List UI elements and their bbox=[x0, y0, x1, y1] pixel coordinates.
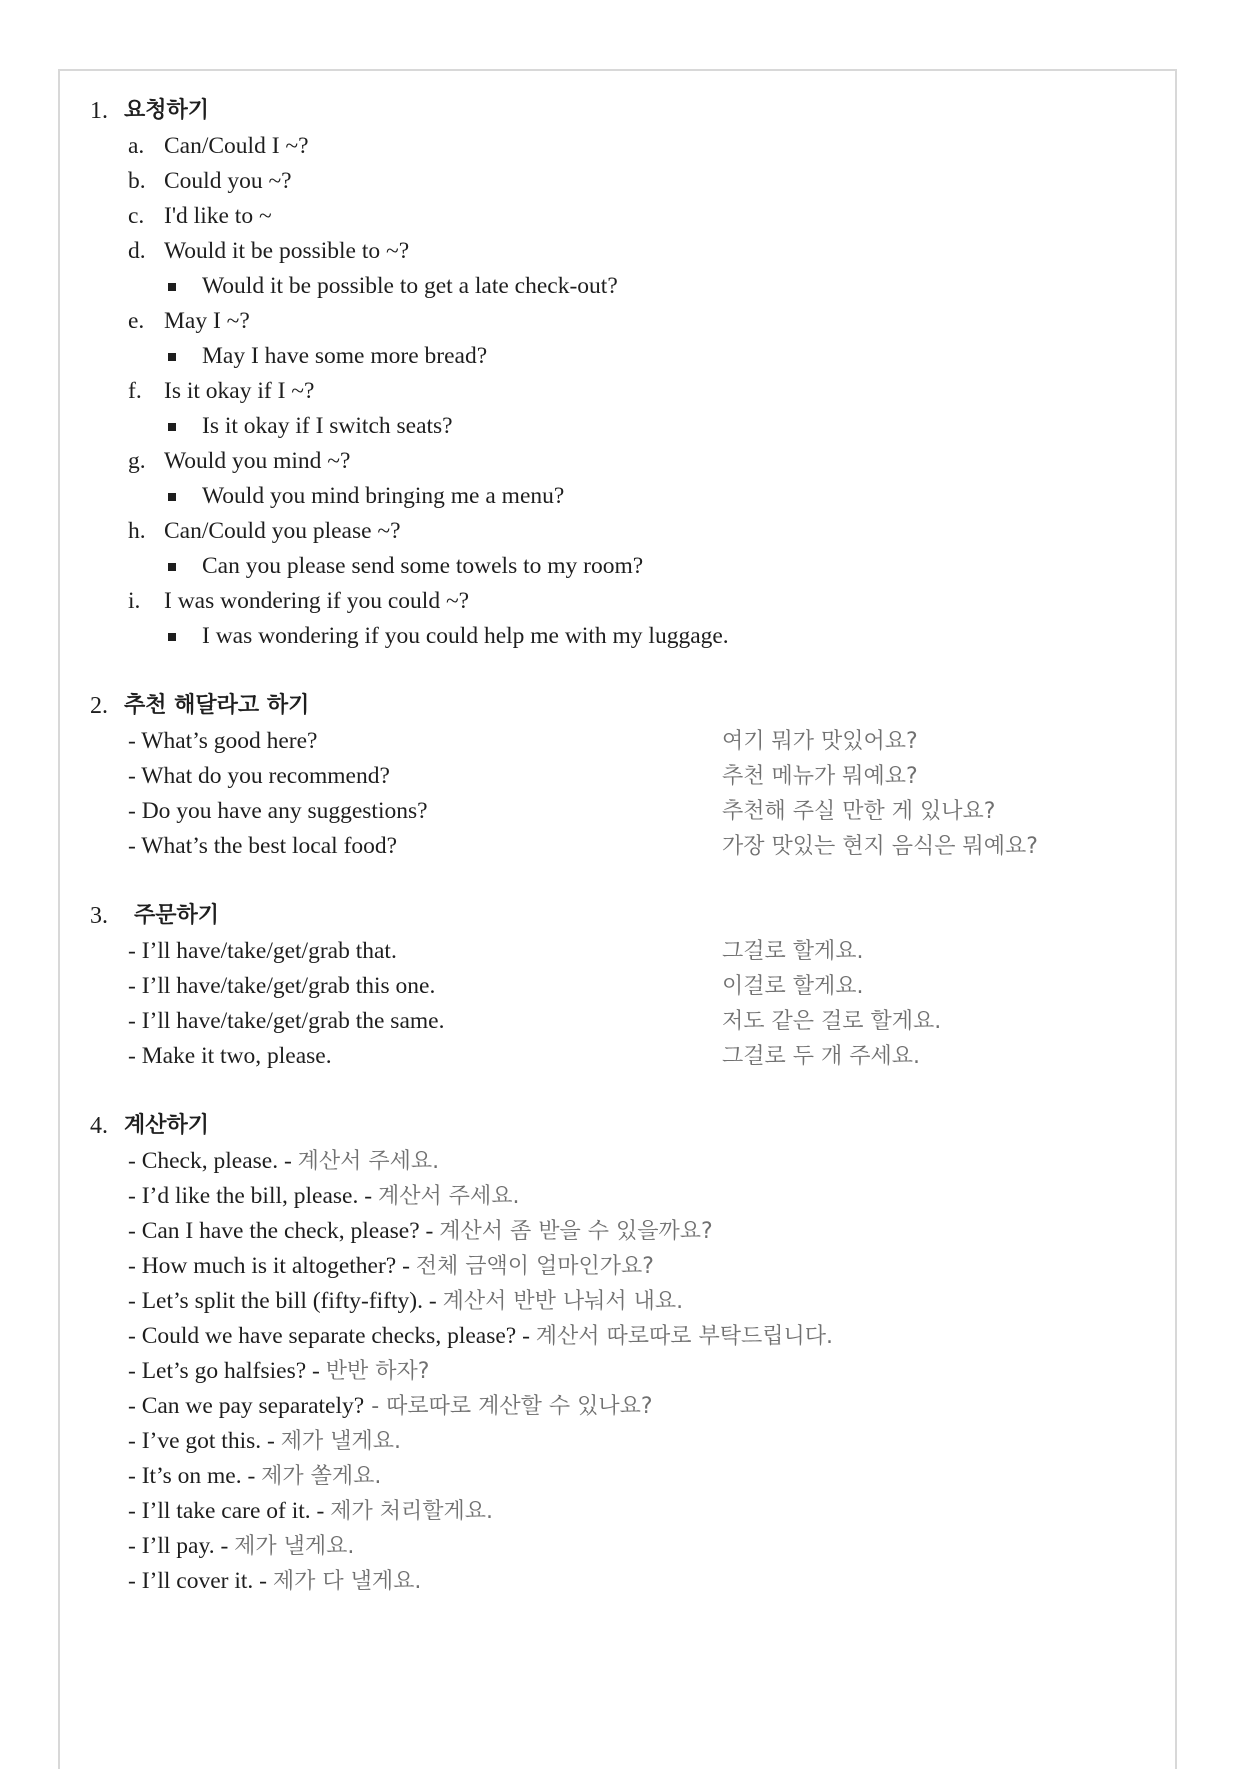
example-text: Is it okay if I switch seats? bbox=[202, 413, 453, 439]
list-item bbox=[90, 129, 1150, 164]
list-item bbox=[90, 199, 1150, 234]
square-bullet-icon bbox=[168, 283, 176, 291]
item-text: Can/Could you please ~? bbox=[164, 518, 401, 544]
phrase-row bbox=[90, 1529, 1150, 1564]
korean-translation: 저도 같은 걸로 할게요. bbox=[722, 1009, 942, 1034]
square-bullet-icon bbox=[168, 493, 176, 501]
example-item bbox=[90, 479, 1150, 514]
english-phrase: - What’s good here? bbox=[128, 728, 318, 754]
english-phrase: - I’ll have/take/get/grab the same. bbox=[128, 1008, 445, 1034]
item-text: Would it be possible to ~? bbox=[164, 238, 410, 264]
korean-translation: 반반 하자? bbox=[325, 1359, 430, 1384]
phrase-line bbox=[128, 1424, 401, 1459]
english-phrase: - Can I have the check, please? - bbox=[128, 1218, 440, 1244]
section-spacer bbox=[90, 1074, 1150, 1108]
item-letter: h. bbox=[128, 518, 146, 544]
phrase-line bbox=[128, 1144, 439, 1179]
example-text: Would it be possible to get a late check-out? bbox=[202, 273, 618, 299]
list-item bbox=[90, 584, 1150, 619]
item-letter: g. bbox=[128, 448, 146, 474]
item-letter: a. bbox=[128, 133, 145, 159]
phrase-line bbox=[128, 1214, 713, 1249]
english-phrase: - Make it two, please. bbox=[128, 1043, 332, 1069]
english-phrase: - I’d like the bill, please. - bbox=[128, 1183, 378, 1209]
english-phrase: - Let’s go halfsies? - bbox=[128, 1358, 326, 1384]
document-page bbox=[58, 69, 1177, 1769]
phrase-row bbox=[90, 1564, 1150, 1599]
square-bullet-icon bbox=[168, 423, 176, 431]
item-letter: d. bbox=[128, 238, 146, 264]
english-phrase: - I’ll cover it. - bbox=[128, 1568, 273, 1594]
section-spacer bbox=[90, 654, 1150, 688]
phrase-row bbox=[90, 1249, 1150, 1284]
section-number: 2. bbox=[90, 693, 108, 719]
phrase-line bbox=[128, 1179, 519, 1214]
example-text: I was wondering if you could help me with my luggage. bbox=[202, 623, 729, 649]
phrase-line bbox=[128, 1354, 429, 1389]
korean-translation: 제가 처리할게요. bbox=[330, 1499, 494, 1524]
document-content bbox=[90, 93, 1150, 1599]
phrase-row bbox=[90, 759, 1150, 794]
phrase-row bbox=[90, 1144, 1150, 1179]
korean-translation: 계산서 좀 받을 수 있을까요? bbox=[439, 1219, 713, 1244]
english-phrase: - I’ve got this. - bbox=[128, 1428, 281, 1454]
phrase-line bbox=[128, 1389, 653, 1424]
korean-translation: 계산서 따로따로 부탁드립니다. bbox=[535, 1324, 834, 1349]
section-paying bbox=[90, 1108, 1150, 1599]
phrase-row bbox=[90, 1354, 1150, 1389]
phrase-row bbox=[90, 969, 1150, 1004]
section-title: 주문하기 bbox=[134, 903, 220, 928]
english-phrase: - I’ll have/take/get/grab that. bbox=[128, 938, 397, 964]
phrase-row bbox=[90, 934, 1150, 969]
item-letter: f. bbox=[128, 378, 142, 404]
english-phrase: - It’s on me. - bbox=[128, 1463, 262, 1489]
square-bullet-icon bbox=[168, 353, 176, 361]
item-text: Is it okay if I ~? bbox=[164, 378, 315, 404]
phrase-row bbox=[90, 1039, 1150, 1074]
korean-translation: 제가 낼게요. bbox=[280, 1429, 401, 1454]
phrase-row bbox=[90, 829, 1150, 864]
korean-translation: 제가 다 낼게요. bbox=[272, 1569, 422, 1594]
korean-translation: 추천해 주실 만한 게 있나요? bbox=[722, 799, 996, 824]
phrase-line bbox=[128, 1249, 654, 1284]
english-phrase: - Could we have separate checks, please? - bbox=[128, 1323, 536, 1349]
phrase-row bbox=[90, 1494, 1150, 1529]
english-phrase: - Check, please. - bbox=[128, 1148, 298, 1174]
phrase-line bbox=[128, 1319, 833, 1354]
section-requesting bbox=[90, 93, 1150, 654]
section-heading bbox=[90, 1108, 1150, 1144]
item-letter: e. bbox=[128, 308, 145, 334]
section-title: 요청하기 bbox=[124, 98, 210, 123]
phrase-row bbox=[90, 1319, 1150, 1354]
section-spacer bbox=[90, 864, 1150, 898]
korean-translation: 추천 메뉴가 뭐예요? bbox=[722, 764, 918, 789]
phrase-line bbox=[128, 1459, 381, 1494]
english-phrase: - Do you have any suggestions? bbox=[128, 798, 428, 824]
phrase-line bbox=[128, 1284, 683, 1319]
phrase-row bbox=[90, 1459, 1150, 1494]
korean-translation: 가장 맛있는 현지 음식은 뭐예요? bbox=[722, 834, 1038, 859]
example-item bbox=[90, 619, 1150, 654]
item-letter: i. bbox=[128, 588, 141, 614]
phrase-row bbox=[90, 1389, 1150, 1424]
section-heading bbox=[90, 898, 1150, 934]
phrase-row bbox=[90, 1284, 1150, 1319]
item-text: I was wondering if you could ~? bbox=[164, 588, 470, 614]
phrase-line bbox=[128, 1564, 421, 1599]
item-text: May I ~? bbox=[164, 308, 250, 334]
korean-translation: 그걸로 할게요. bbox=[722, 939, 864, 964]
list-item bbox=[90, 234, 1150, 269]
square-bullet-icon bbox=[168, 633, 176, 641]
phrase-row bbox=[90, 724, 1150, 759]
section-recommendation bbox=[90, 688, 1150, 864]
phrase-line bbox=[128, 1494, 493, 1529]
example-item bbox=[90, 409, 1150, 444]
list-item bbox=[90, 164, 1150, 199]
example-text: Can you please send some towels to my room? bbox=[202, 553, 644, 579]
phrase-row bbox=[90, 1214, 1150, 1249]
english-phrase: - I’ll take care of it. - bbox=[128, 1498, 331, 1524]
english-phrase: - I’ll pay. - bbox=[128, 1533, 235, 1559]
english-phrase: - I’ll have/take/get/grab this one. bbox=[128, 973, 436, 999]
item-text: I'd like to ~ bbox=[164, 203, 272, 229]
list-item bbox=[90, 304, 1150, 339]
example-item bbox=[90, 339, 1150, 374]
english-phrase: - Let’s split the bill (fifty-fifty). - bbox=[128, 1288, 443, 1314]
korean-translation: 계산서 주세요. bbox=[377, 1184, 520, 1209]
english-phrase: - What’s the best local food? bbox=[128, 833, 398, 859]
list-item bbox=[90, 444, 1150, 479]
english-phrase: - What do you recommend? bbox=[128, 763, 390, 789]
example-text: May I have some more bread? bbox=[202, 343, 488, 369]
section-ordering bbox=[90, 898, 1150, 1074]
korean-translation: - 따로따로 계산할 수 있나요? bbox=[364, 1394, 653, 1419]
item-letter: c. bbox=[128, 203, 145, 229]
phrase-row bbox=[90, 794, 1150, 829]
korean-translation: 그걸로 두 개 주세요. bbox=[722, 1044, 920, 1069]
list-item bbox=[90, 514, 1150, 549]
example-text: Would you mind bringing me a menu? bbox=[202, 483, 565, 509]
example-item bbox=[90, 549, 1150, 584]
section-title: 추천 해달라고 하기 bbox=[124, 693, 310, 718]
english-phrase: - Can we pay separately? bbox=[128, 1393, 365, 1419]
example-item bbox=[90, 269, 1150, 304]
item-text: Would you mind ~? bbox=[164, 448, 351, 474]
item-text: Can/Could I ~? bbox=[164, 133, 309, 159]
korean-translation: 계산서 주세요. bbox=[297, 1149, 440, 1174]
section-number: 3. bbox=[90, 903, 108, 929]
korean-translation: 여기 뭐가 맛있어요? bbox=[722, 729, 918, 754]
section-title: 계산하기 bbox=[124, 1113, 210, 1138]
section-number: 1. bbox=[90, 98, 108, 124]
korean-translation: 전체 금액이 얼마인가요? bbox=[415, 1254, 654, 1279]
square-bullet-icon bbox=[168, 563, 176, 571]
phrase-line bbox=[128, 1529, 354, 1564]
phrase-row bbox=[90, 1004, 1150, 1039]
korean-translation: 이걸로 할게요. bbox=[722, 974, 864, 999]
list-item bbox=[90, 374, 1150, 409]
section-number: 4. bbox=[90, 1113, 108, 1139]
korean-translation: 제가 낼게요. bbox=[234, 1534, 355, 1559]
item-letter: b. bbox=[128, 168, 146, 194]
item-text: Could you ~? bbox=[164, 168, 292, 194]
section-heading bbox=[90, 688, 1150, 724]
phrase-row bbox=[90, 1424, 1150, 1459]
korean-translation: 제가 쏠게요. bbox=[261, 1464, 382, 1489]
phrase-row bbox=[90, 1179, 1150, 1214]
english-phrase: - How much is it altogether? - bbox=[128, 1253, 416, 1279]
korean-translation: 계산서 반반 나눠서 내요. bbox=[442, 1289, 684, 1314]
section-heading bbox=[90, 93, 1150, 129]
